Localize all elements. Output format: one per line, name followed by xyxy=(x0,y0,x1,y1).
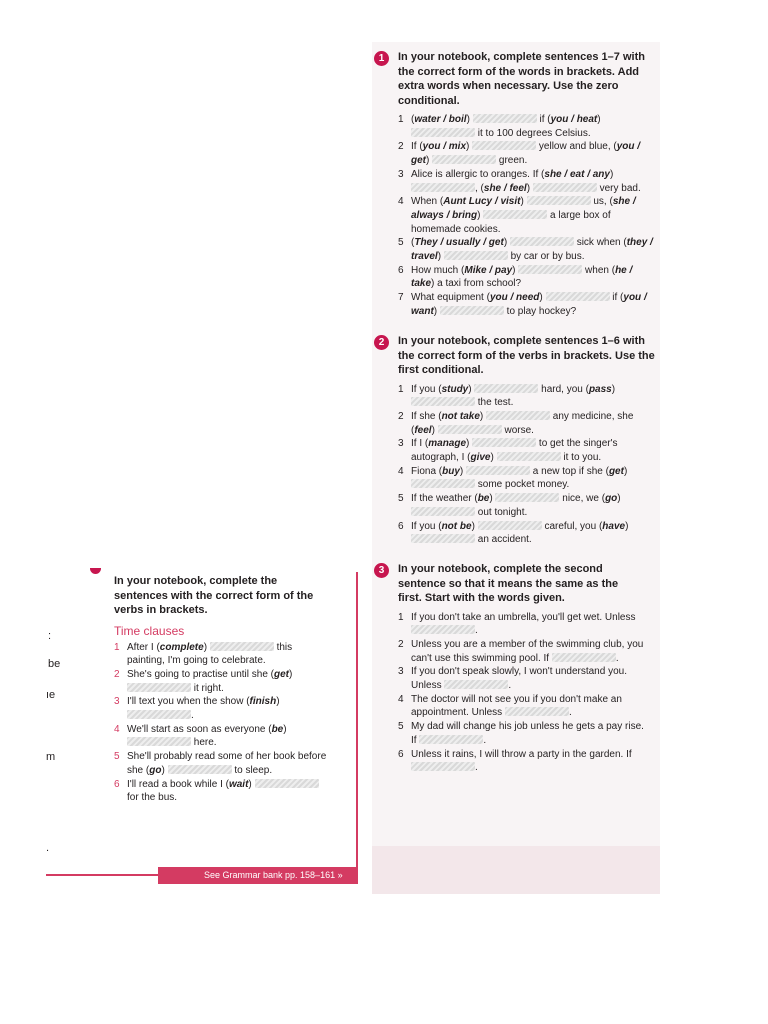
exercise-item xyxy=(114,668,330,695)
item-text: If ( xyxy=(411,141,423,153)
item-text: ) xyxy=(489,493,496,505)
exercise-item xyxy=(398,492,656,519)
item-text: yellow and blue, ( xyxy=(536,141,617,153)
exercise-item xyxy=(398,465,656,492)
cue-words: you / mix xyxy=(422,141,467,153)
item-text: After I ( xyxy=(127,641,160,653)
item-text: If she ( xyxy=(411,410,442,422)
cue-words: go xyxy=(149,764,162,776)
exercise-item xyxy=(398,748,644,775)
item-number: 6 xyxy=(398,264,404,276)
exercise-number-badge: 3 xyxy=(374,563,389,578)
exercise-items xyxy=(398,113,656,319)
item-text: What equipment ( xyxy=(411,292,490,304)
exercise-item xyxy=(398,291,656,318)
item-number: 3 xyxy=(398,438,404,450)
item-text: it right. xyxy=(191,682,224,694)
item-text: if ( xyxy=(609,292,624,304)
answer-blank[interactable] xyxy=(472,141,536,150)
item-text: ) xyxy=(512,264,519,276)
exercise-item xyxy=(398,195,656,236)
exercise-item xyxy=(398,693,644,720)
item-text: green. xyxy=(496,155,528,167)
margin-fragment: . xyxy=(46,842,50,854)
grammar-bank-link[interactable]: See Grammar bank pp. 158–161 » xyxy=(158,867,358,884)
item-text: ) xyxy=(276,696,280,708)
answer-blank[interactable] xyxy=(518,265,582,274)
item-text: If you don't speak slowly, I won't understand you. Unless xyxy=(411,666,627,692)
exercise-item xyxy=(398,113,656,140)
item-text: ( xyxy=(411,114,415,125)
exercise-items xyxy=(398,611,644,775)
exercise-item xyxy=(398,437,656,464)
item-text: ) xyxy=(520,196,527,208)
item-text: a new top if she ( xyxy=(530,465,609,477)
cue-words: get xyxy=(608,465,624,477)
item-text: If the weather ( xyxy=(411,493,478,505)
item-text: . xyxy=(483,734,487,746)
answer-blank[interactable] xyxy=(411,128,475,137)
item-text: ) xyxy=(203,641,210,653)
cue-words: finish xyxy=(249,696,277,708)
answer-blank[interactable] xyxy=(472,438,536,447)
item-text: ) xyxy=(503,237,510,249)
item-text: ) xyxy=(611,383,616,395)
cue-words: Mike / pay xyxy=(464,264,513,276)
cue-words: water / boil xyxy=(414,114,467,125)
answer-blank[interactable] xyxy=(210,642,274,651)
item-text: ) xyxy=(466,114,473,125)
item-text: ) xyxy=(468,383,475,395)
answer-blank[interactable] xyxy=(438,425,502,434)
item-number: 1 xyxy=(398,611,404,623)
item-text: ) xyxy=(625,520,629,532)
answer-blank[interactable] xyxy=(255,779,319,788)
exercise-item xyxy=(398,236,656,263)
item-text: hard, you ( xyxy=(538,383,589,395)
item-text: to sleep. xyxy=(231,764,273,776)
item-number: 5 xyxy=(398,493,404,505)
answer-blank[interactable] xyxy=(478,521,542,530)
item-text: us, ( xyxy=(590,196,613,208)
item-number: 2 xyxy=(398,141,404,153)
margin-fragment: be xyxy=(48,658,61,670)
cue-words: buy xyxy=(442,465,460,477)
exercise-item xyxy=(398,383,656,410)
item-text: out tonight. xyxy=(475,506,528,518)
item-number: 7 xyxy=(398,292,404,304)
exercise-item xyxy=(114,750,330,777)
item-text: some pocket money. xyxy=(475,479,570,491)
cue-words: study xyxy=(441,383,469,395)
margin-fragment: ıe xyxy=(46,689,56,701)
item-number: 1 xyxy=(398,114,404,125)
item-text: ) xyxy=(477,209,484,221)
item-text: a large box of homemade cookies. xyxy=(411,209,611,235)
cue-words: you / need xyxy=(489,292,540,304)
item-text: My dad will change his job unless he gets a pay rise. If xyxy=(411,721,644,746)
item-text: . xyxy=(475,762,478,774)
item-number: 6 xyxy=(398,520,404,532)
item-number: 4 xyxy=(398,196,404,208)
cue-words: go xyxy=(605,493,618,505)
exercise-item xyxy=(398,720,644,747)
item-text: ) xyxy=(437,251,444,263)
item-text: careful, you ( xyxy=(541,520,603,532)
item-number: 4 xyxy=(114,723,120,735)
item-text: ) a taxi from school? xyxy=(431,278,522,290)
cue-words: have xyxy=(602,520,626,532)
item-text: ) xyxy=(526,182,533,194)
answer-blank[interactable] xyxy=(486,411,550,420)
item-text: ) xyxy=(539,292,546,304)
exercise-3 xyxy=(374,562,644,775)
item-text: Fiona ( xyxy=(411,465,443,477)
cue-words: she / eat / any xyxy=(544,168,610,180)
item-number: 4 xyxy=(398,693,404,705)
answer-blank[interactable] xyxy=(552,653,616,662)
item-text: any medicine, she ( xyxy=(411,410,634,436)
answer-blank[interactable] xyxy=(533,183,597,192)
exercise-item xyxy=(398,611,644,638)
answer-blank[interactable] xyxy=(440,306,504,315)
item-text: Unless it rains, I will throw a party in the garden. If xyxy=(411,748,632,760)
item-number: 1 xyxy=(398,383,404,395)
answer-blank[interactable] xyxy=(510,237,574,246)
cue-words: get xyxy=(274,668,289,680)
answer-blank[interactable] xyxy=(432,155,496,164)
item-text: If you ( xyxy=(411,520,442,532)
cue-words: be xyxy=(271,723,284,735)
answer-blank[interactable] xyxy=(127,737,191,746)
margin-fragment: : xyxy=(48,630,52,642)
exercise-2 xyxy=(374,334,656,547)
cue-words: be xyxy=(477,493,490,505)
answer-blank[interactable] xyxy=(546,292,610,301)
item-number: 5 xyxy=(398,237,404,249)
item-number: 4 xyxy=(398,465,404,477)
exercise-instruction: In your notebook, complete the second sentence so that it means the same as the first. Start with the words given. xyxy=(398,563,619,604)
item-text: If you ( xyxy=(411,383,442,395)
item-text: if ( xyxy=(536,114,551,125)
item-number: 1 xyxy=(114,641,120,653)
item-number: 2 xyxy=(398,638,404,650)
item-number: 2 xyxy=(114,668,120,680)
item-text: it to you. xyxy=(560,452,602,464)
item-number: 6 xyxy=(398,748,404,760)
answer-blank[interactable] xyxy=(411,397,475,406)
cue-words: Aunt Lucy / visit xyxy=(443,196,521,208)
page-footer-band xyxy=(372,846,660,894)
exercise-item xyxy=(398,140,656,167)
answer-blank[interactable] xyxy=(495,493,559,502)
item-text: ) xyxy=(431,424,438,436)
answer-blank[interactable] xyxy=(483,210,547,219)
answer-blank[interactable] xyxy=(168,765,232,774)
answer-blank[interactable] xyxy=(474,384,538,393)
item-text: ) xyxy=(289,668,293,680)
answer-blank[interactable] xyxy=(411,625,475,634)
item-text: How much ( xyxy=(411,264,465,276)
item-text: If I ( xyxy=(411,438,429,450)
item-number: 2 xyxy=(398,410,404,422)
item-text: Unless you are a member of the swimming club, you can't use this swimming pool. If xyxy=(411,638,644,664)
exercise-item xyxy=(114,695,330,722)
cue-words: pass xyxy=(588,383,612,395)
exercise-item xyxy=(114,641,330,668)
item-text: If you don't take an umbrella, you'll get wet. Unless xyxy=(411,611,636,623)
item-text: when ( xyxy=(582,264,616,276)
exercise-number-badge: 2 xyxy=(374,335,389,350)
cue-words: They / usually / get xyxy=(414,237,504,249)
item-text: nice, we ( xyxy=(559,493,606,505)
item-text: ) xyxy=(609,168,614,180)
exercise-item xyxy=(114,723,330,750)
cue-words: feel xyxy=(414,424,432,436)
cue-words: not take xyxy=(441,410,480,422)
item-text: an accident. xyxy=(475,534,532,546)
answer-blank[interactable] xyxy=(497,452,561,461)
exercise-item xyxy=(398,520,656,547)
answer-blank[interactable] xyxy=(505,707,569,716)
answer-blank[interactable] xyxy=(411,183,475,192)
item-text: by car or by bus. xyxy=(507,251,585,263)
exercise-items xyxy=(114,641,330,805)
item-text: ) xyxy=(466,438,473,450)
answer-blank[interactable] xyxy=(444,680,508,689)
item-text: She'll probably read some of her book before she ( xyxy=(127,751,327,776)
item-text: for the bus. xyxy=(127,792,178,804)
section-subheading: Time clauses xyxy=(114,623,185,638)
left-exercise xyxy=(90,574,330,805)
exercise-item xyxy=(114,778,330,805)
item-text: ) xyxy=(426,155,433,167)
exercise-instruction: In your notebook, complete sentences 1–7 with the correct form of the words in brackets. Add extra words when necessary. Use the zero conditional. xyxy=(398,51,645,107)
item-text: ) xyxy=(623,465,628,477)
answer-blank[interactable] xyxy=(411,507,475,516)
item-text: . xyxy=(191,710,194,722)
margin-fragment: m xyxy=(46,751,56,763)
cue-words: she / always / bring xyxy=(411,196,636,221)
item-text: I'll text you when the show ( xyxy=(127,696,250,708)
item-text: ) xyxy=(617,493,621,505)
item-text: We'll start as soon as everyone ( xyxy=(127,723,272,735)
item-number: 3 xyxy=(398,168,404,180)
item-text: ) xyxy=(161,764,168,776)
item-text: I'll read a book while I ( xyxy=(127,778,229,790)
answer-blank[interactable] xyxy=(473,114,537,123)
answer-blank[interactable] xyxy=(466,466,530,475)
item-text: When ( xyxy=(411,196,444,208)
cue-words: she / feel xyxy=(483,182,527,194)
exercise-number-badge: 1 xyxy=(374,51,389,66)
item-number: 5 xyxy=(398,721,404,733)
item-text: ) xyxy=(466,141,473,153)
item-text: ) xyxy=(490,452,497,464)
item-text: sick when ( xyxy=(573,237,627,249)
left-page xyxy=(46,572,358,882)
item-text: ) xyxy=(433,305,440,317)
item-number: 5 xyxy=(114,751,120,763)
item-text: it to 100 degrees Celsius. xyxy=(475,127,591,139)
answer-blank[interactable] xyxy=(411,534,475,543)
answer-blank[interactable] xyxy=(411,479,475,488)
cue-words: complete xyxy=(159,641,204,653)
item-text: ) xyxy=(597,114,601,125)
exercise-item xyxy=(398,638,644,665)
item-number: 3 xyxy=(398,666,404,678)
item-number: 6 xyxy=(114,778,120,790)
exercise-instruction: In your notebook, complete the sentences with the correct form of the verbs in brackets. xyxy=(114,575,314,616)
answer-blank[interactable] xyxy=(127,710,191,719)
cue-words: wait xyxy=(228,778,249,790)
item-text: ) xyxy=(248,778,255,790)
answer-blank[interactable] xyxy=(527,196,591,205)
cue-words: you / heat xyxy=(550,114,598,125)
item-text: She's going to practise until she ( xyxy=(127,668,274,680)
item-text: the test. xyxy=(475,397,514,409)
answer-blank[interactable] xyxy=(127,683,191,692)
item-text: to get the singer's autograph, I ( xyxy=(411,438,618,464)
exercise-item xyxy=(398,264,656,291)
item-text: . xyxy=(508,680,512,692)
exercise-instruction: In your notebook, complete sentences 1–6 with the correct form of the verbs in brackets. Use the first conditional. xyxy=(398,335,655,376)
answer-blank[interactable] xyxy=(411,762,475,771)
exercise-1 xyxy=(374,50,656,319)
cue-words: you / get xyxy=(411,141,641,167)
item-text: . xyxy=(475,625,478,637)
item-text: ) xyxy=(479,410,487,422)
item-text: ) xyxy=(471,520,478,532)
item-text: Alice is allergic to oranges. If ( xyxy=(411,168,545,180)
item-text: worse. xyxy=(501,424,534,436)
item-text: to play hockey? xyxy=(503,305,577,317)
item-text: very bad. xyxy=(596,182,641,194)
exercise-item xyxy=(398,410,656,437)
cue-words: give xyxy=(470,452,491,464)
item-text: . xyxy=(615,652,619,664)
item-text: this painting, I'm going to celebrate. xyxy=(127,641,293,667)
cue-words: he / take xyxy=(411,264,633,290)
item-text: , ( xyxy=(475,182,484,194)
item-text: here. xyxy=(191,737,217,749)
exercise-item xyxy=(398,168,656,195)
exercise-items xyxy=(398,383,656,547)
cue-words: they / travel xyxy=(411,237,653,263)
answer-blank[interactable] xyxy=(419,735,483,744)
item-text: ) xyxy=(459,465,467,477)
item-text: ) xyxy=(283,723,287,735)
item-text: The doctor will not see you if you don't make an appointment. Unless xyxy=(411,693,622,719)
cue-words: not be xyxy=(441,520,472,532)
answer-blank[interactable] xyxy=(444,251,508,260)
cue-words: you / want xyxy=(411,292,647,317)
item-text: ( xyxy=(411,237,415,249)
exercise-item xyxy=(398,665,644,692)
cue-words: manage xyxy=(428,438,467,450)
item-number: 3 xyxy=(114,696,120,708)
item-text: . xyxy=(568,707,572,719)
